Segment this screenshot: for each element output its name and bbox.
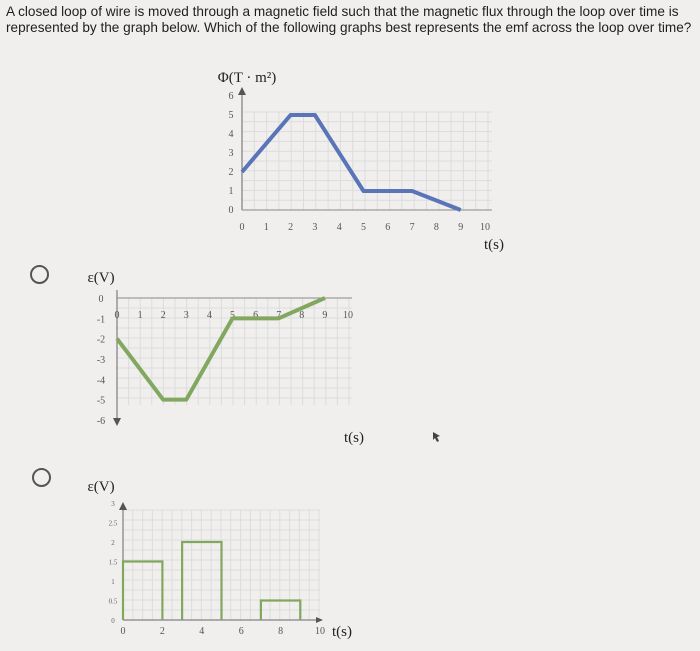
- emf-b-x-tick: 2: [159, 626, 165, 637]
- emf-graph-option-a: [87, 270, 364, 446]
- emf-a-y-tick: -1: [96, 314, 106, 326]
- emf-b-y-tick: 1: [111, 578, 115, 586]
- flux-x-tick: 5: [361, 222, 366, 233]
- y-axis-arrow-icon: [119, 502, 127, 510]
- flux-x-tick: 6: [385, 222, 391, 233]
- flux-x-tick: 1: [263, 222, 269, 233]
- emf-a-y-tick: -2: [96, 334, 106, 346]
- emf-b-y-tick: 2.5: [108, 519, 118, 528]
- emf-a-y-tick: -6: [96, 416, 106, 427]
- flux-y-tick: 4: [228, 129, 234, 140]
- flux-x-tick: 4: [336, 222, 342, 233]
- emf-a-x-tick: 6: [253, 310, 259, 321]
- emf-b-x-label: t(s): [332, 624, 352, 640]
- emf-a-x-tick: 9: [322, 310, 328, 321]
- flux-x-tick: 7: [409, 222, 415, 233]
- flux-y-tick: 2: [228, 167, 234, 178]
- emf-a-x-tick: 1: [137, 310, 143, 321]
- y-axis-arrow-icon: [238, 87, 246, 95]
- emf-b-x-tick: 10: [315, 626, 325, 637]
- emf-b-x-tick: 8: [278, 626, 284, 637]
- y-axis-arrow-icon: [113, 418, 121, 426]
- option-a-radio[interactable]: [30, 265, 49, 284]
- emf-a-y-label: ε(V): [87, 270, 115, 286]
- flux-y-tick: 1: [228, 186, 234, 197]
- emf-a-x-tick: 7: [276, 310, 282, 321]
- emf-a-x-label: t(s): [344, 430, 364, 446]
- flux-y-label: Φ(T · m²): [217, 70, 277, 86]
- flux-graph: [218, 70, 504, 253]
- emf-b-x-tick: 4: [199, 626, 205, 637]
- emf-a-x-tick: 3: [183, 310, 189, 321]
- flux-x-tick: 10: [480, 222, 490, 233]
- flux-x-tick: 2: [288, 222, 294, 233]
- question-text: A closed loop of wire is moved through a magnetic field such that the magnetic flux through the loop over time is represented by the graph below. Which of the following graphs best represents the emf across the loop over time?: [6, 4, 692, 35]
- emf-a-x-tick: 10: [343, 310, 353, 321]
- mouse-pointer-icon: [433, 432, 440, 442]
- emf-a-y-tick: -3: [96, 355, 106, 366]
- emf-a-x-tick: 0: [114, 310, 120, 321]
- option-b-radio[interactable]: [32, 468, 51, 487]
- emf-a-x-tick: 8: [299, 310, 305, 321]
- emf-a-x-tick: 2: [160, 310, 166, 321]
- flux-x-tick: 0: [239, 222, 245, 233]
- flux-y-tick: 6: [228, 91, 234, 102]
- flux-y-tick: 5: [228, 110, 234, 121]
- emf-a-y-tick: -4: [96, 375, 106, 387]
- emf-b-x-tick: 0: [120, 626, 126, 637]
- emf-b-y-tick: 2: [111, 539, 115, 547]
- flux-x-tick: 8: [433, 222, 439, 233]
- emf-b-x-tick: 6: [238, 626, 244, 637]
- emf-b-y-tick: 0.5: [108, 597, 118, 606]
- emf-a-y-tick: 0: [98, 294, 104, 305]
- emf-a-x-tick: 4: [206, 310, 212, 321]
- flux-y-tick: 3: [228, 148, 234, 159]
- flux-y-tick: 0: [228, 205, 234, 216]
- flux-x-tick: 9: [458, 222, 464, 233]
- emf-graph-option-b: [87, 479, 352, 640]
- emf-b-y-tick: 3: [111, 500, 115, 508]
- emf-b-y-tick: 1.5: [108, 558, 118, 567]
- emf-b-y-tick: 0: [111, 617, 115, 625]
- flux-x-label: t(s): [484, 237, 504, 253]
- emf-a-x-tick: 5: [230, 310, 235, 321]
- emf-b-y-label: ε(V): [87, 479, 115, 495]
- flux-series-line: [242, 115, 461, 210]
- flux-x-tick: 3: [312, 222, 318, 233]
- emf-a-y-tick: -5: [96, 395, 106, 407]
